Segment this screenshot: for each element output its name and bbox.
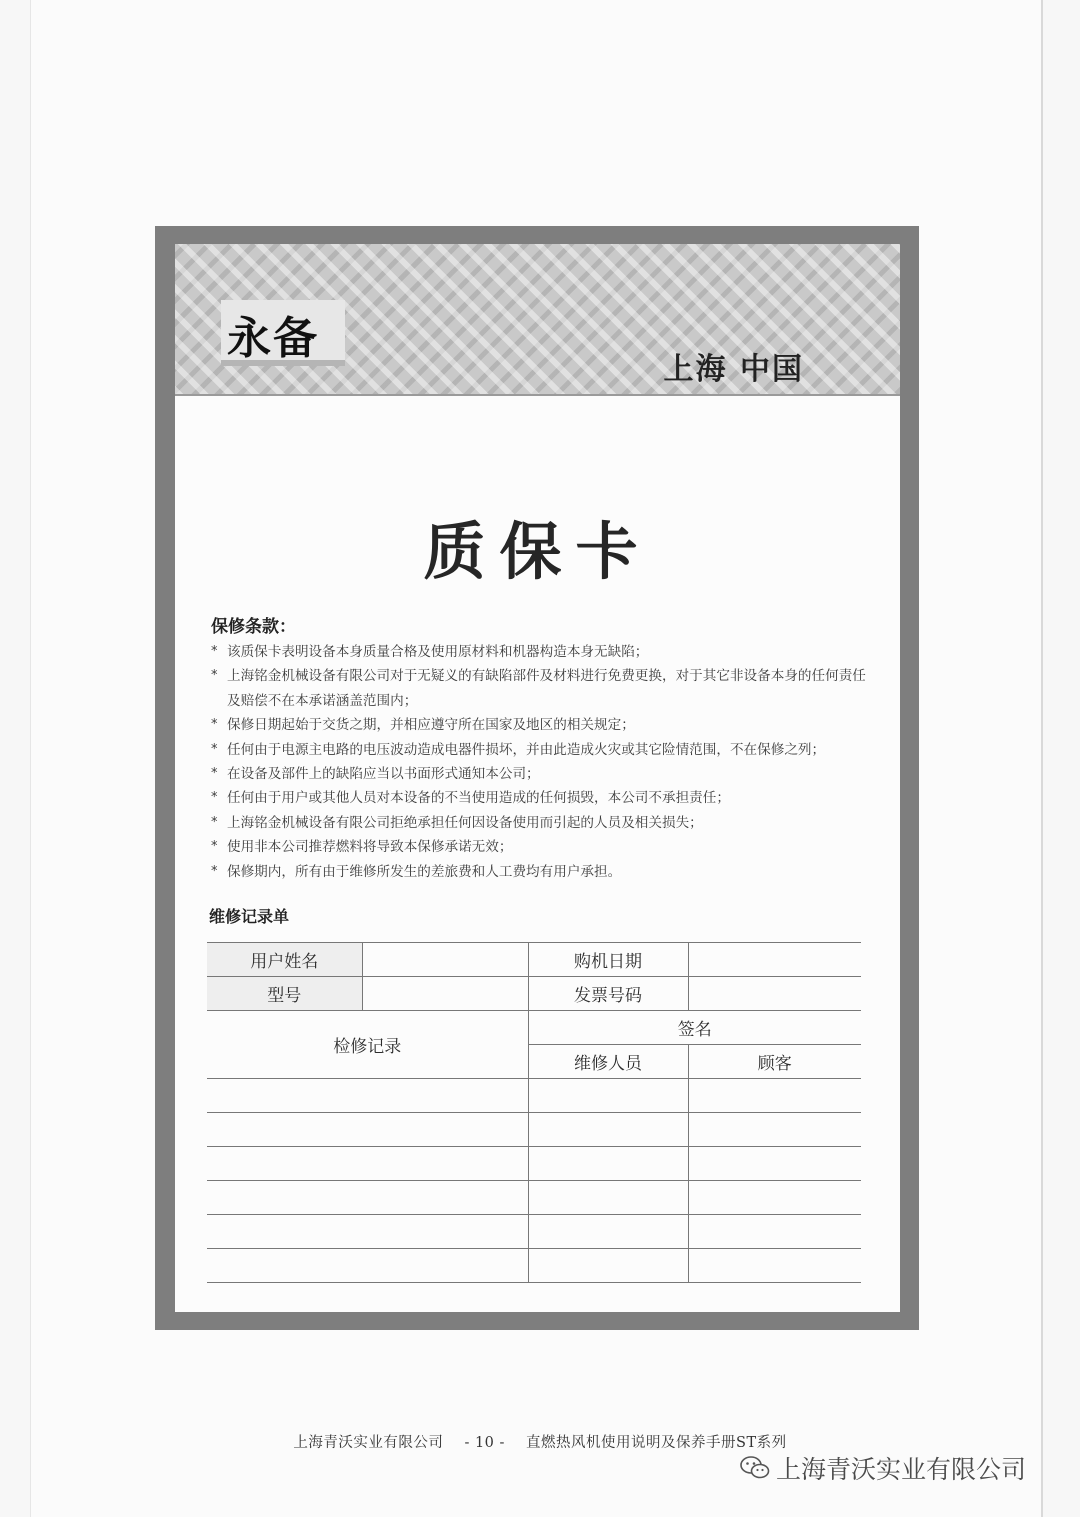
watermark-text: 上海青沃实业有限公司 — [776, 1455, 1027, 1484]
technician-sign-cell[interactable] — [528, 1147, 688, 1181]
purchase-date-field[interactable] — [688, 943, 861, 977]
model-label: 型号 — [207, 977, 362, 1011]
customer-name-label: 用户姓名 — [207, 943, 362, 977]
terms-item: * 使用非本公司推荐燃料将导致本保修承诺无效； — [211, 835, 871, 859]
customer-label: 顾客 — [688, 1045, 861, 1079]
table-row — [207, 943, 861, 977]
customer-name-field[interactable] — [362, 943, 528, 977]
page-footer — [0, 1431, 1080, 1452]
record-cell[interactable] — [207, 1181, 528, 1215]
wechat-icon — [740, 1455, 770, 1481]
bullet-icon: * — [211, 766, 218, 782]
footer-manual-title: 直燃热风机使用说明及保养手册ST系列 — [526, 1435, 787, 1451]
repair-record-table — [207, 942, 861, 1283]
invoice-field[interactable] — [688, 977, 861, 1011]
terms-item: * 在设备及部件上的缺陷应当以书面形式通知本公司； — [211, 762, 871, 786]
record-cell[interactable] — [207, 1249, 528, 1283]
card-title: 质保卡 — [423, 515, 652, 588]
record-cell[interactable] — [207, 1147, 528, 1181]
brand-logo: 永备 — [227, 313, 319, 364]
bullet-icon: * — [211, 668, 218, 684]
purchase-date-label: 购机日期 — [528, 943, 688, 977]
table-row — [207, 1181, 861, 1215]
terms-list — [211, 640, 871, 884]
terms-item: * 任何由于电源主电路的电压波动造成电器件损坏，并由此造成火灾或其它险情范围，不在保修之列； — [211, 738, 871, 762]
terms-item: * 上海铭金机械设备有限公司拒绝承担任何因设备使用而引起的人员及相关损失； — [211, 811, 871, 835]
bullet-icon: * — [211, 863, 218, 879]
record-cell[interactable] — [207, 1215, 528, 1249]
records-heading: 维修记录单 — [209, 907, 290, 926]
terms-heading: 保修条款： — [211, 617, 296, 637]
technician-sign-cell[interactable] — [528, 1249, 688, 1283]
terms-item: * 保修期内，所有由于维修所发生的差旅费和人工费均有用户承担。 — [211, 860, 871, 884]
bullet-icon: * — [211, 839, 218, 855]
signature-label: 签名 — [528, 1011, 861, 1045]
customer-sign-cell[interactable] — [688, 1079, 861, 1113]
table-row — [207, 1215, 861, 1249]
customer-sign-cell[interactable] — [688, 1181, 861, 1215]
brand-banner — [175, 244, 900, 396]
terms-item: * 上海铭金机械设备有限公司对于无疑义的有缺陷部件及材料进行免费更换，对于其它非设备本身的任何责任及赔偿不在本承诺涵盖范围内； — [211, 664, 871, 713]
region-label: 上海 中国 — [663, 352, 804, 387]
technician-sign-cell[interactable] — [528, 1113, 688, 1147]
invoice-label: 发票号码 — [528, 977, 688, 1011]
technician-sign-cell[interactable] — [528, 1079, 688, 1113]
table-row — [207, 1147, 861, 1181]
terms-item: * 任何由于用户或其他人员对本设备的不当使用造成的任何损毁，本公司不承担责任； — [211, 786, 871, 810]
table-row — [207, 1113, 861, 1147]
technician-sign-cell[interactable] — [528, 1215, 688, 1249]
technician-label: 维修人员 — [528, 1045, 688, 1079]
table-row — [207, 1011, 861, 1045]
wechat-watermark — [740, 1450, 1026, 1486]
warranty-card-body — [175, 244, 900, 1312]
record-cell[interactable] — [207, 1079, 528, 1113]
bullet-icon: * — [211, 790, 218, 806]
bullet-icon: * — [211, 644, 218, 659]
bullet-icon: * — [211, 717, 218, 733]
record-cell[interactable] — [207, 1113, 528, 1147]
warranty-card — [155, 226, 919, 1330]
table-row — [207, 1079, 861, 1113]
customer-sign-cell[interactable] — [688, 1249, 861, 1283]
inspection-record-label: 检修记录 — [207, 1011, 528, 1079]
footer-page-number: - 10 - — [464, 1435, 505, 1451]
bullet-icon: * — [211, 741, 218, 757]
terms-item: * 保修日期起始于交货之期，并相应遵守所在国家及地区的相关规定； — [211, 713, 871, 737]
footer-company: 上海青沃实业有限公司 — [293, 1435, 444, 1451]
customer-sign-cell[interactable] — [688, 1147, 861, 1181]
table-row — [207, 1249, 861, 1283]
customer-sign-cell[interactable] — [688, 1215, 861, 1249]
bullet-icon: * — [211, 814, 218, 830]
model-field[interactable] — [362, 977, 528, 1011]
customer-sign-cell[interactable] — [688, 1113, 861, 1147]
terms-item: * 该质保卡表明设备本身质量合格及使用原材料和机器构造本身无缺陷； — [211, 640, 871, 664]
technician-sign-cell[interactable] — [528, 1181, 688, 1215]
table-row — [207, 977, 861, 1011]
